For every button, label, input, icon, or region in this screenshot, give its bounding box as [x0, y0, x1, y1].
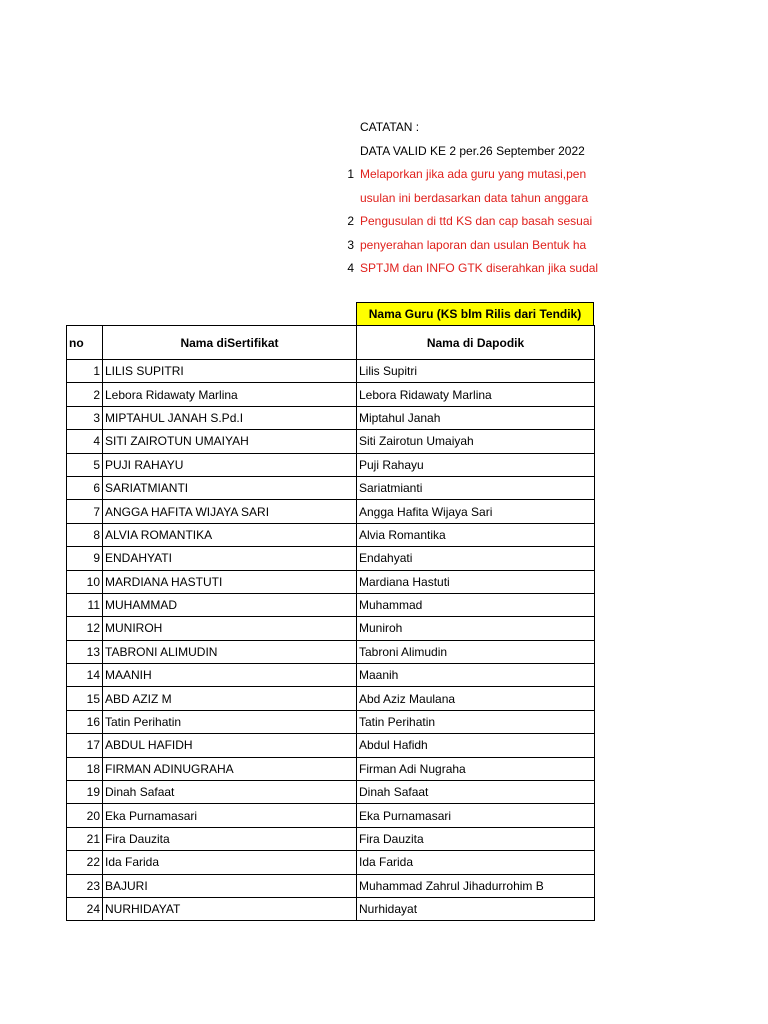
certificate-name: Dinah Safaat	[103, 781, 357, 804]
row-number: 9	[67, 547, 103, 570]
table-row	[67, 476, 595, 499]
row-number: 19	[67, 781, 103, 804]
row-number: 13	[67, 640, 103, 663]
note-text: usulan ini berdasarkan data tahun anggara	[360, 190, 589, 205]
table-row	[67, 547, 595, 570]
row-number: 16	[67, 710, 103, 733]
row-number: 4	[67, 430, 103, 453]
note-text: SPTJM dan INFO GTK diserahkan jika sudal	[360, 261, 599, 275]
dapodik-name: Muniroh	[357, 617, 595, 640]
row-number: 8	[67, 523, 103, 546]
row-number: 3	[67, 406, 103, 429]
dapodik-name: Ida Farida	[357, 851, 595, 874]
certificate-name: MUHAMMAD	[103, 593, 357, 616]
column-header-dapodik-name: Nama di Dapodik	[357, 326, 595, 360]
certificate-name: SITI ZAIROTUN UMAIYAH	[103, 430, 357, 453]
note-text: Pengusulan di ttd KS dan cap basah sesuai	[360, 214, 593, 228]
certificate-name: MARDIANA HASTUTI	[103, 570, 357, 593]
table-row	[67, 874, 595, 897]
dapodik-name: Nurhidayat	[357, 897, 595, 920]
column-header-no: no	[67, 326, 103, 360]
table-row	[67, 804, 595, 827]
note-number: 3	[347, 237, 354, 252]
dapodik-name: Dinah Safaat	[357, 781, 595, 804]
dapodik-name: Eka Purnamasari	[357, 804, 595, 827]
table-row	[67, 851, 595, 874]
row-number: 23	[67, 874, 103, 897]
notes-section	[330, 116, 768, 281]
note-item	[330, 187, 768, 211]
dapodik-name: Abdul Hafidh	[357, 734, 595, 757]
row-number: 6	[67, 476, 103, 499]
certificate-name: ABDUL HAFIDH	[103, 734, 357, 757]
certificate-name: Ida Farida	[103, 851, 357, 874]
certificate-name: FIRMAN ADINUGRAHA	[103, 757, 357, 780]
row-number: 7	[67, 500, 103, 523]
dapodik-name: Tatin Perihatin	[357, 710, 595, 733]
certificate-name: Lebora Ridawaty Marlina	[103, 383, 357, 406]
notes-subheading: DATA VALID KE 2 per.26 September 2022	[360, 143, 585, 158]
dapodik-name: Siti Zairotun Umaiyah	[357, 430, 595, 453]
certificate-name: ENDAHYATI	[103, 547, 357, 570]
dapodik-name: Muhammad Zahrul Jihadurrohim B	[357, 874, 595, 897]
dapodik-name: Puji Rahayu	[357, 453, 595, 476]
table-row	[67, 453, 595, 476]
teacher-table	[66, 325, 595, 921]
dapodik-name: Tabroni Alimudin	[357, 640, 595, 663]
certificate-name: Tatin Perihatin	[103, 710, 357, 733]
row-number: 22	[67, 851, 103, 874]
dapodik-name: Alvia Romantika	[357, 523, 595, 546]
dapodik-name: Muhammad	[357, 593, 595, 616]
table-row	[67, 617, 595, 640]
row-number: 12	[67, 617, 103, 640]
table-row	[67, 593, 595, 616]
note-number: 4	[347, 261, 354, 275]
dapodik-name: Lilis Supitri	[357, 360, 595, 383]
dapodik-name: Lebora Ridawaty Marlina	[357, 383, 595, 406]
certificate-name: MAANIH	[103, 664, 357, 687]
dapodik-name: Maanih	[357, 664, 595, 687]
note-text: Melaporkan jika ada guru yang mutasi,pen	[360, 167, 587, 181]
table-row	[67, 430, 595, 453]
table-row	[67, 710, 595, 733]
row-number: 21	[67, 827, 103, 850]
table-row	[67, 664, 595, 687]
note-item	[330, 163, 768, 187]
row-number: 2	[67, 383, 103, 406]
table-row	[67, 640, 595, 663]
table-row	[67, 827, 595, 850]
row-number: 17	[67, 734, 103, 757]
table-header-row	[67, 326, 595, 360]
table-row	[67, 897, 595, 920]
table-row	[67, 781, 595, 804]
row-number: 18	[67, 757, 103, 780]
certificate-name: TABRONI ALIMUDIN	[103, 640, 357, 663]
note-number: 1	[347, 167, 354, 181]
table-row	[67, 406, 595, 429]
certificate-name: ALVIA ROMANTIKA	[103, 523, 357, 546]
row-number: 1	[67, 360, 103, 383]
certificate-name: Fira Dauzita	[103, 827, 357, 850]
table-row	[67, 360, 595, 383]
table-row	[67, 500, 595, 523]
note-text: penyerahan laporan dan usulan Bentuk ha	[360, 237, 587, 252]
certificate-name: LILIS SUPITRI	[103, 360, 357, 383]
dapodik-name: Angga Hafita Wijaya Sari	[357, 500, 595, 523]
table-row	[67, 757, 595, 780]
row-number: 5	[67, 453, 103, 476]
note-item	[330, 257, 768, 281]
dapodik-name: Endahyati	[357, 547, 595, 570]
row-number: 20	[67, 804, 103, 827]
certificate-name: ANGGA HAFITA WIJAYA SARI	[103, 500, 357, 523]
note-number: 2	[347, 214, 354, 228]
certificate-name: MIPTAHUL JANAH S.Pd.I	[103, 406, 357, 429]
row-number: 14	[67, 664, 103, 687]
note-item	[330, 210, 768, 234]
notes-heading: CATATAN :	[360, 120, 420, 134]
notes-heading-line	[330, 116, 768, 140]
row-number: 24	[67, 897, 103, 920]
dapodik-name: Firman Adi Nugraha	[357, 757, 595, 780]
table-row	[67, 687, 595, 710]
certificate-name: MUNIROH	[103, 617, 357, 640]
certificate-name: PUJI RAHAYU	[103, 453, 357, 476]
table-row	[67, 523, 595, 546]
certificate-name: Eka Purnamasari	[103, 804, 357, 827]
dapodik-name: Miptahul Janah	[357, 406, 595, 429]
row-number: 11	[67, 593, 103, 616]
highlight-header: Nama Guru (KS blm Rilis dari Tendik)	[356, 302, 594, 326]
certificate-name: SARIATMIANTI	[103, 476, 357, 499]
dapodik-name: Sariatmianti	[357, 476, 595, 499]
dapodik-name: Fira Dauzita	[357, 827, 595, 850]
note-item	[330, 234, 768, 258]
row-number: 10	[67, 570, 103, 593]
certificate-name: NURHIDAYAT	[103, 897, 357, 920]
certificate-name: BAJURI	[103, 874, 357, 897]
column-header-certificate-name: Nama diSertifikat	[103, 326, 357, 360]
notes-subheading-line	[330, 140, 768, 164]
dapodik-name: Abd Aziz Maulana	[357, 687, 595, 710]
row-number: 15	[67, 687, 103, 710]
dapodik-name: Mardiana Hastuti	[357, 570, 595, 593]
table-row	[67, 570, 595, 593]
table-row	[67, 734, 595, 757]
table-row	[67, 383, 595, 406]
certificate-name: ABD AZIZ M	[103, 687, 357, 710]
